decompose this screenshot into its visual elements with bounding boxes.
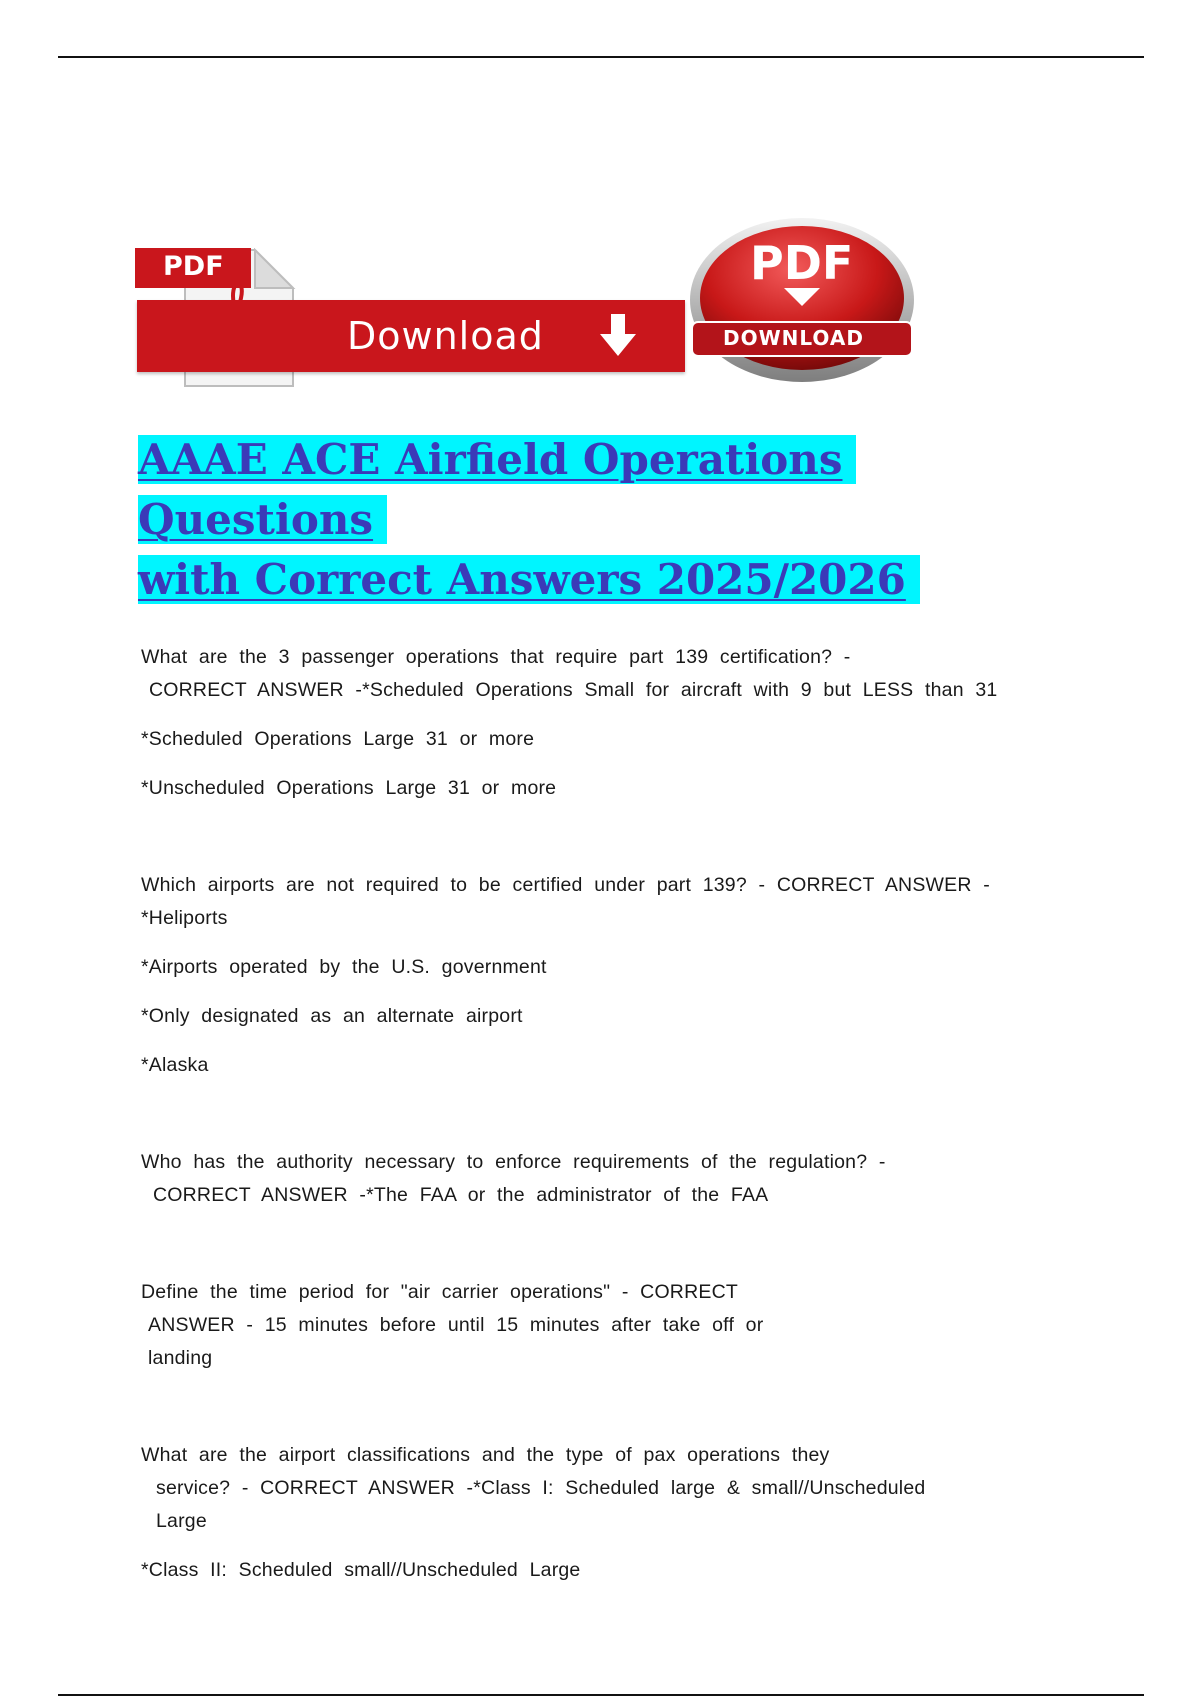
pdf-button-caption: DOWNLOAD xyxy=(723,326,864,350)
pdf-tag xyxy=(135,248,251,288)
answer-line: landing xyxy=(148,1347,213,1369)
pdf-download-button[interactable] xyxy=(690,218,930,392)
qa-item xyxy=(141,1146,1071,1212)
answer-bullet: *Airports operated by the U.S. government xyxy=(141,956,547,978)
title-line-2: with Correct Answers 2025/2026 xyxy=(138,555,920,604)
answer-bullet: *Alaska xyxy=(141,1054,209,1076)
answer-bullet: *Only designated as an alternate airport xyxy=(141,1005,523,1027)
qa-item xyxy=(141,869,1071,1082)
question-line: Define the time period for "air carrier operations" - CORRECT xyxy=(141,1281,738,1303)
question-line: What are the 3 passenger operations that require part 139 certification? - xyxy=(141,646,851,668)
qa-item xyxy=(141,641,1071,805)
document-title[interactable] xyxy=(138,430,1088,610)
question-line: Which airports are not required to be certified under part 139? - CORRECT ANSWER - xyxy=(141,874,990,896)
answer-line: Large xyxy=(156,1510,207,1532)
answer-bullet: *Unscheduled Operations Large 31 or more xyxy=(141,777,557,799)
answer-line: ANSWER - 15 minutes before until 15 minutes after take off or xyxy=(148,1314,764,1336)
download-banner[interactable] xyxy=(137,251,685,372)
answer-line: CORRECT ANSWER -*Scheduled Operations Small for aircraft with 9 but LESS than 31 xyxy=(149,679,998,701)
arrow-down-icon xyxy=(600,312,636,358)
answer-line: CORRECT ANSWER -*The FAA or the administrator of the FAA xyxy=(153,1184,769,1206)
bottom-rule xyxy=(58,1694,1144,1696)
title-line-1: AAAE ACE Airfield Operations Questions xyxy=(138,435,856,544)
qa-item xyxy=(141,1439,1071,1587)
question-line: What are the airport classifications and the type of pax operations they xyxy=(141,1444,830,1466)
qa-list xyxy=(141,641,1071,1587)
question-line: Who has the authority necessary to enforce requirements of the regulation? - xyxy=(141,1151,886,1173)
download-label: Download xyxy=(347,314,544,358)
pdf-button-label: PDF xyxy=(750,236,854,290)
answer-line: service? - CORRECT ANSWER -*Class I: Scheduled large & small//Unscheduled xyxy=(156,1477,926,1499)
answer-bullet: *Class II: Scheduled small//Unscheduled Large xyxy=(141,1559,581,1581)
top-rule xyxy=(58,56,1144,58)
answer-line: *Heliports xyxy=(141,907,228,929)
answer-bullet: *Scheduled Operations Large 31 or more xyxy=(141,728,535,750)
pdf-tag-label: PDF xyxy=(163,251,224,282)
qa-item xyxy=(141,1276,1071,1375)
